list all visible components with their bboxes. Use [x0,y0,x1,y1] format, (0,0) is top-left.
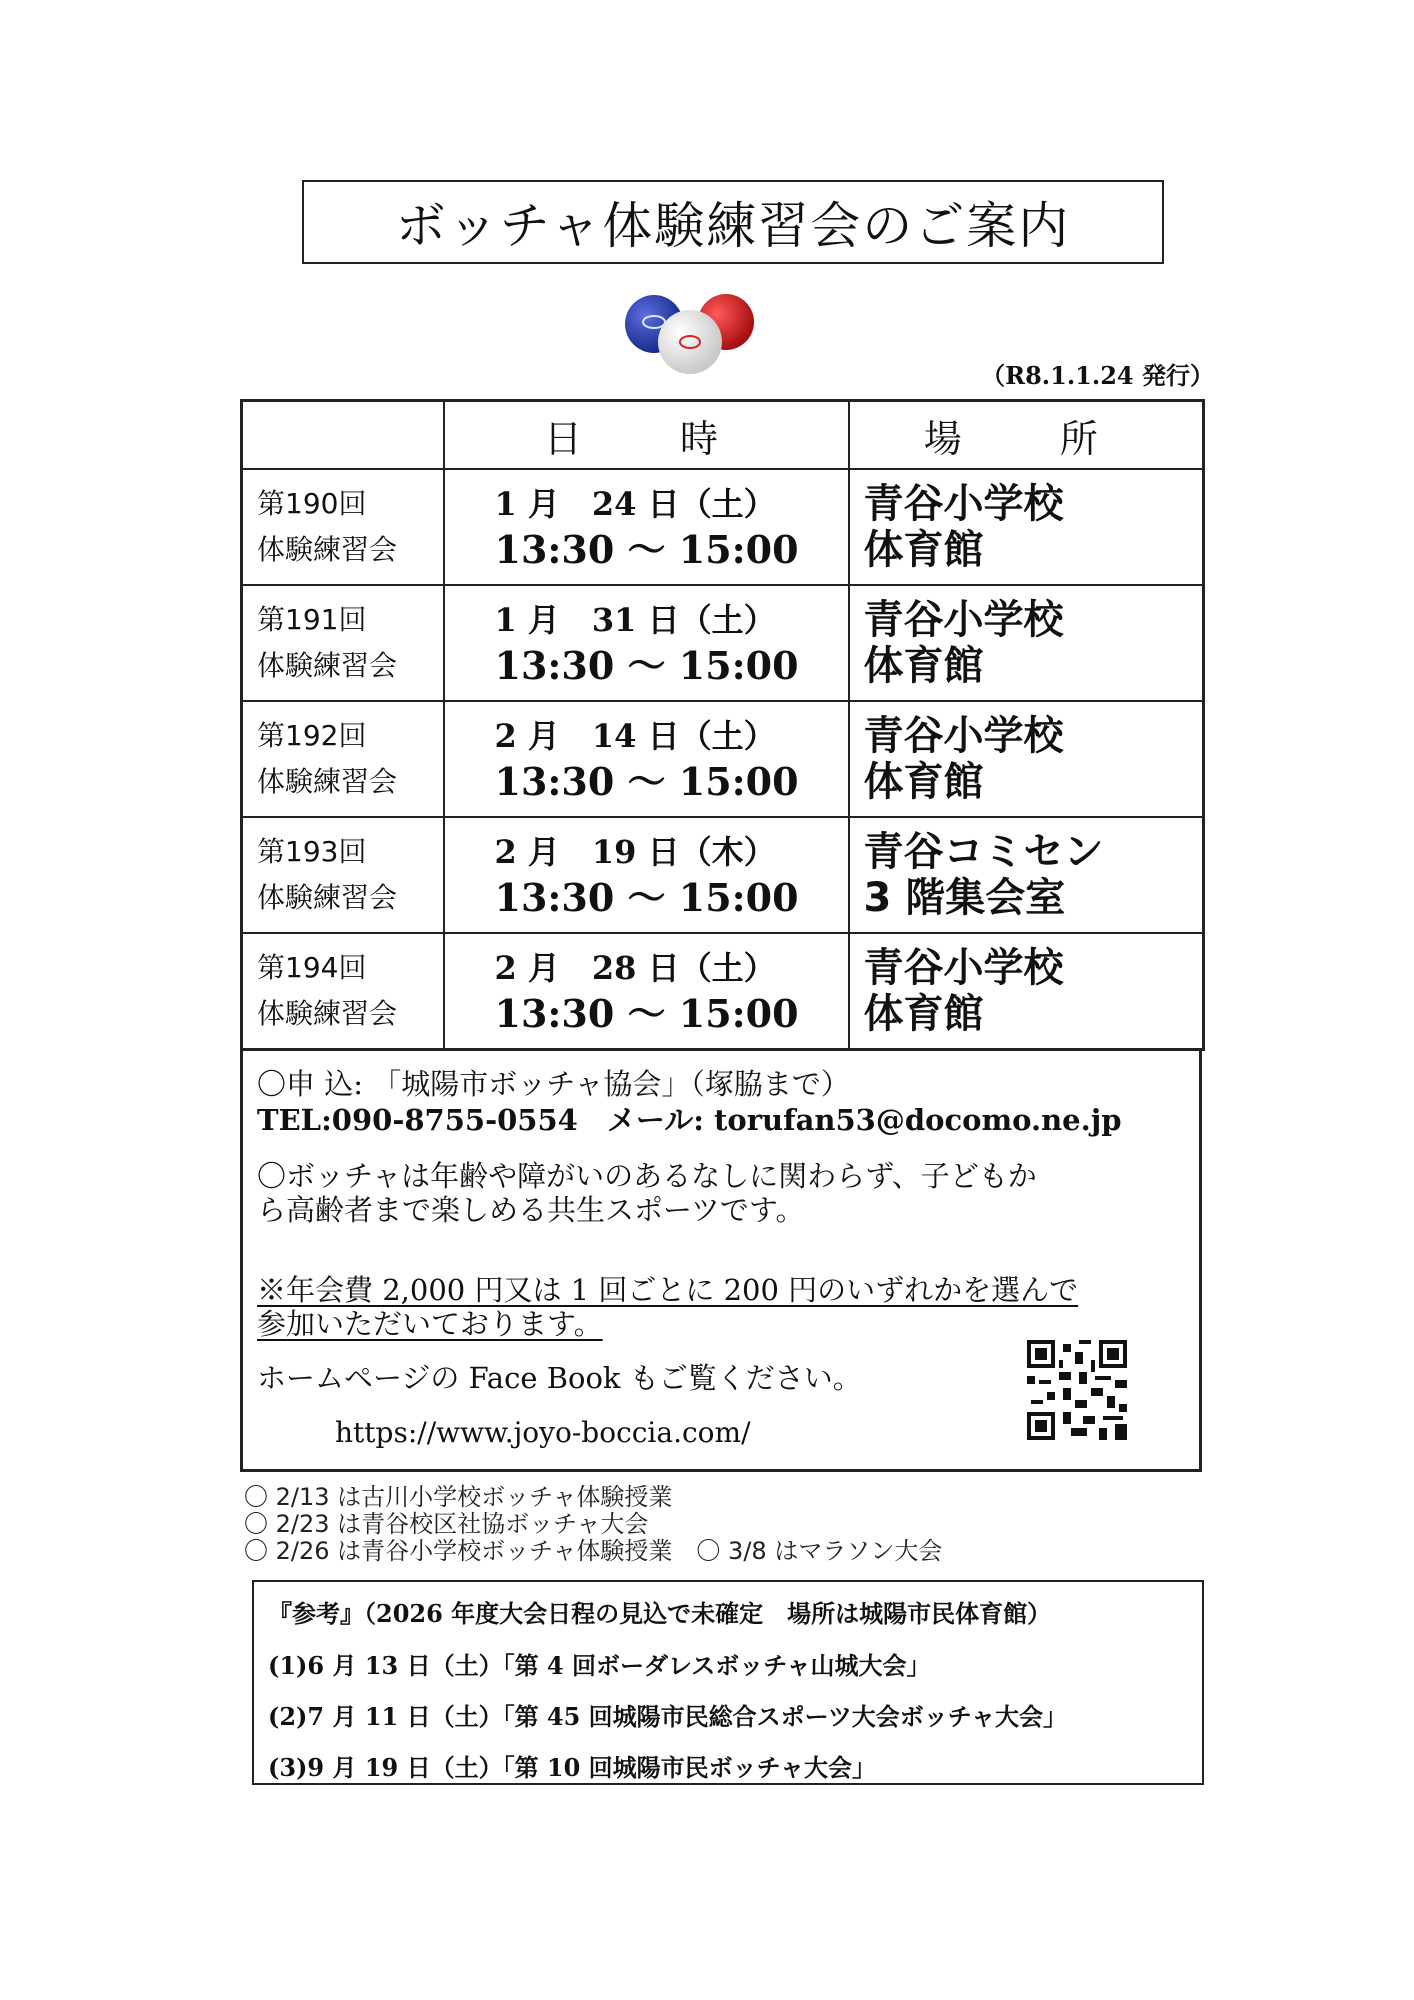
session-number: 第193回 [257,835,367,868]
session-label: 体験練習会 [257,997,398,1030]
session-cell [242,585,444,701]
place-line2: 3 階集会室 [863,875,1066,921]
reference-item: (2)7 月 11 日（土）「第 45 回城陽市民総合スポーツ大会ボッチャ大会」 [268,1702,1068,1731]
place-line1: 青谷小学校 [863,597,1064,643]
place-cell [849,585,1204,701]
place-line2: 体育館 [863,643,984,689]
place-line2: 体育館 [863,527,984,573]
place-line1: 青谷小学校 [863,945,1064,991]
issue-date: （R8.1.1.24 発行） [981,361,1214,390]
session-label: 体験練習会 [257,533,398,566]
table-row [242,585,1204,701]
session-number: 第190回 [257,487,367,520]
place-cell [849,817,1204,933]
session-time: 13:30 〜 15:00 [494,527,799,572]
session-date: 2 月 28 日（土） [494,949,776,987]
place-line1: 青谷コミセン [863,829,1104,875]
session-label: 体験練習会 [257,881,398,914]
session-date: 2 月 19 日（木） [494,833,776,871]
note-item: 〇 2/26 は青谷小学校ボッチャ体験授業 〇 3/8 はマラソン大会 [244,1537,943,1565]
place-cell [849,469,1204,585]
table-row [242,933,1204,1050]
table-row [242,817,1204,933]
table-row [242,469,1204,585]
datetime-cell [444,701,849,817]
session-time: 13:30 〜 15:00 [494,875,799,920]
session-number: 第192回 [257,719,367,752]
about-text-line1: 〇ボッチャは年齢や障がいのあるなしに関わらず、子どもか [257,1159,1037,1193]
session-time: 13:30 〜 15:00 [494,759,799,804]
boccia-balls-image [620,290,760,380]
session-cell [242,933,444,1050]
notes-list [244,1484,942,1565]
note-item: 〇 2/23 は青谷校区社協ボッチャ大会 [244,1510,649,1538]
session-number: 第191回 [257,603,367,636]
homepage-text: ホームページの Face Book もご覧ください。 [257,1361,862,1395]
note-item: 〇 2/13 は古川小学校ボッチャ体験授業 [244,1483,673,1511]
session-label: 体験練習会 [257,765,398,798]
qr-code-icon[interactable] [1027,1340,1127,1440]
about-text-line2: ら高齢者まで楽しめる共生スポーツです。 [257,1193,805,1227]
session-cell [242,469,444,585]
reference-box [252,1580,1204,1785]
place-cell [849,701,1204,817]
session-cell [242,817,444,933]
table-header-row [242,401,1204,470]
session-time: 13:30 〜 15:00 [494,643,799,688]
session-date: 1 月 31 日（土） [494,601,776,639]
datetime-cell [444,933,849,1050]
header-datetime: 日 時 [444,401,849,470]
session-date: 1 月 24 日（土） [494,485,776,523]
fee-text-line2: 参加いただいております。 [257,1307,603,1341]
reference-item: (1)6 月 13 日（土）「第 4 回ボーダレスボッチャ山城大会」 [268,1651,931,1680]
reference-heading: 『参考』（2026 年度大会日程の見込で未確定 場所は城陽市民体育館） [268,1599,1052,1628]
fee-text-line1: ※年会費 2,000 円又は 1 回ごとに 200 円のいずれかを選んで [257,1273,1079,1307]
page-title: ボッチャ体験練習会のご案内 [302,180,1164,264]
place-line1: 青谷小学校 [863,481,1064,527]
datetime-cell [444,817,849,933]
header-place: 場 所 [849,401,1204,470]
homepage-url[interactable]: https://www.joyo-boccia.com/ [335,1416,751,1449]
datetime-cell [444,469,849,585]
place-cell [849,933,1204,1050]
session-label: 体験練習会 [257,649,398,682]
place-line1: 青谷小学校 [863,713,1064,759]
schedule-table [240,399,1205,1051]
session-time: 13:30 〜 15:00 [494,991,799,1036]
session-number: 第194回 [257,951,367,984]
apply-text: 〇申 込: 「城陽市ボッチャ協会」（塚脇まで） [257,1067,850,1101]
place-line2: 体育館 [863,759,984,805]
datetime-cell [444,585,849,701]
header-blank [242,401,444,470]
session-cell [242,701,444,817]
contact-text: TEL:090-8755-0554 メール: torufan53@docomo.ne.jp [257,1103,1122,1137]
info-box [240,1050,1202,1472]
session-date: 2 月 14 日（土） [494,717,776,755]
table-row [242,701,1204,817]
place-line2: 体育館 [863,991,984,1037]
reference-item: (3)9 月 19 日（土）「第 10 回城陽市民ボッチャ大会」 [268,1753,876,1782]
